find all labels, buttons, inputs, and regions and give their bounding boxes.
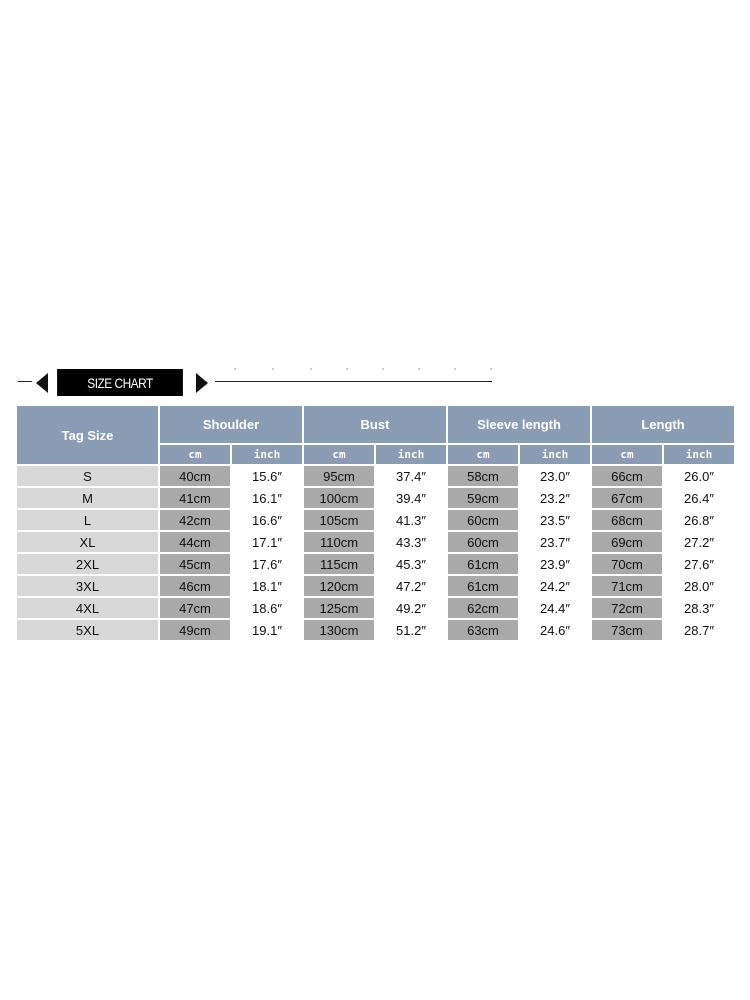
tag-size-cell: S xyxy=(17,466,158,486)
bust-cm-cell: 100cm xyxy=(304,488,374,508)
sleeve-inch-cell: 23.0″ xyxy=(520,466,590,486)
bust-cm-cell: 95cm xyxy=(304,466,374,486)
shoulder-header: Shoulder xyxy=(160,406,302,443)
sleeve-cm-unit: cm xyxy=(448,445,518,464)
shoulder-cm-cell: 40cm xyxy=(160,466,230,486)
bust-inch-cell: 47.2″ xyxy=(376,576,446,596)
bust-cm-cell: 115cm xyxy=(304,554,374,574)
length-inch-cell: 28.0″ xyxy=(664,576,734,596)
length-cm-cell: 72cm xyxy=(592,598,662,618)
table-row xyxy=(17,532,734,552)
sleeve-cm-cell: 61cm xyxy=(448,554,518,574)
shoulder-cm-cell: 42cm xyxy=(160,510,230,530)
bust-inch-unit: inch xyxy=(376,445,446,464)
shoulder-inch-cell: 16.6″ xyxy=(232,510,302,530)
banner-rule-right xyxy=(215,381,492,382)
length-cm-cell: 73cm xyxy=(592,620,662,640)
bust-cm-cell: 130cm xyxy=(304,620,374,640)
shoulder-inch-cell: 17.1″ xyxy=(232,532,302,552)
bust-cm-cell: 105cm xyxy=(304,510,374,530)
length-cm-cell: 67cm xyxy=(592,488,662,508)
shoulder-cm-cell: 49cm xyxy=(160,620,230,640)
banner-rule-left xyxy=(18,381,32,382)
length-inch-cell: 27.2″ xyxy=(664,532,734,552)
table-row xyxy=(17,510,734,530)
shoulder-inch-cell: 18.6″ xyxy=(232,598,302,618)
shoulder-inch-cell: 19.1″ xyxy=(232,620,302,640)
shoulder-cm-cell: 44cm xyxy=(160,532,230,552)
banner-ribbon-tail-left xyxy=(36,373,48,393)
bust-header: Bust xyxy=(304,406,446,443)
banner-title: SIZE CHART xyxy=(57,369,183,396)
tag-size-cell: 2XL xyxy=(17,554,158,574)
length-header: Length xyxy=(592,406,734,443)
bust-cm-cell: 120cm xyxy=(304,576,374,596)
sleeve-cm-cell: 58cm xyxy=(448,466,518,486)
size-chart-table xyxy=(15,404,736,642)
bust-cm-cell: 110cm xyxy=(304,532,374,552)
sleeve-inch-cell: 23.5″ xyxy=(520,510,590,530)
table-row xyxy=(17,554,734,574)
table-header-row xyxy=(17,406,734,443)
sleeve-cm-cell: 61cm xyxy=(448,576,518,596)
length-cm-cell: 66cm xyxy=(592,466,662,486)
length-inch-cell: 28.3″ xyxy=(664,598,734,618)
bust-inch-cell: 43.3″ xyxy=(376,532,446,552)
bust-cm-cell: 125cm xyxy=(304,598,374,618)
sleeve-cm-cell: 63cm xyxy=(448,620,518,640)
table-row xyxy=(17,576,734,596)
shoulder-cm-cell: 46cm xyxy=(160,576,230,596)
table-row xyxy=(17,466,734,486)
bust-inch-cell: 51.2″ xyxy=(376,620,446,640)
shoulder-cm-cell: 45cm xyxy=(160,554,230,574)
length-inch-cell: 26.8″ xyxy=(664,510,734,530)
sleeve-inch-cell: 23.7″ xyxy=(520,532,590,552)
sleeve-cm-cell: 60cm xyxy=(448,532,518,552)
shoulder-inch-cell: 15.6″ xyxy=(232,466,302,486)
length-inch-cell: 28.7″ xyxy=(664,620,734,640)
table-row xyxy=(17,488,734,508)
shoulder-cm-unit: cm xyxy=(160,445,230,464)
sleeve-inch-cell: 24.6″ xyxy=(520,620,590,640)
length-inch-cell: 26.0″ xyxy=(664,466,734,486)
banner-ribbon-tail-right xyxy=(196,373,208,393)
sleeve-inch-cell: 23.9″ xyxy=(520,554,590,574)
banner-dots xyxy=(232,368,512,372)
length-cm-cell: 68cm xyxy=(592,510,662,530)
size-chart-banner xyxy=(18,368,498,400)
shoulder-inch-cell: 18.1″ xyxy=(232,576,302,596)
sleeve-cm-cell: 59cm xyxy=(448,488,518,508)
bust-inch-cell: 45.3″ xyxy=(376,554,446,574)
length-inch-unit: inch xyxy=(664,445,734,464)
length-cm-cell: 71cm xyxy=(592,576,662,596)
sleeve-cm-cell: 60cm xyxy=(448,510,518,530)
shoulder-inch-cell: 17.6″ xyxy=(232,554,302,574)
bust-cm-unit: cm xyxy=(304,445,374,464)
shoulder-cm-cell: 41cm xyxy=(160,488,230,508)
length-cm-unit: cm xyxy=(592,445,662,464)
size-table xyxy=(15,404,736,642)
table-row xyxy=(17,620,734,640)
tag-size-cell: XL xyxy=(17,532,158,552)
sleeve-inch-cell: 23.2″ xyxy=(520,488,590,508)
tag-size-cell: 5XL xyxy=(17,620,158,640)
tag-size-cell: 3XL xyxy=(17,576,158,596)
tag-size-cell: 4XL xyxy=(17,598,158,618)
tag-size-header: Tag Size xyxy=(17,406,158,464)
bust-inch-cell: 41.3″ xyxy=(376,510,446,530)
length-cm-cell: 70cm xyxy=(592,554,662,574)
bust-inch-cell: 49.2″ xyxy=(376,598,446,618)
sleeve-inch-cell: 24.4″ xyxy=(520,598,590,618)
shoulder-inch-unit: inch xyxy=(232,445,302,464)
shoulder-inch-cell: 16.1″ xyxy=(232,488,302,508)
length-cm-cell: 69cm xyxy=(592,532,662,552)
sleeve-inch-cell: 24.2″ xyxy=(520,576,590,596)
tag-size-cell: L xyxy=(17,510,158,530)
tag-size-cell: M xyxy=(17,488,158,508)
sleeve-inch-unit: inch xyxy=(520,445,590,464)
shoulder-cm-cell: 47cm xyxy=(160,598,230,618)
bust-inch-cell: 37.4″ xyxy=(376,466,446,486)
table-row xyxy=(17,598,734,618)
length-inch-cell: 26.4″ xyxy=(664,488,734,508)
length-inch-cell: 27.6″ xyxy=(664,554,734,574)
bust-inch-cell: 39.4″ xyxy=(376,488,446,508)
sleeve-cm-cell: 62cm xyxy=(448,598,518,618)
sleeve-length-header: Sleeve length xyxy=(448,406,590,443)
